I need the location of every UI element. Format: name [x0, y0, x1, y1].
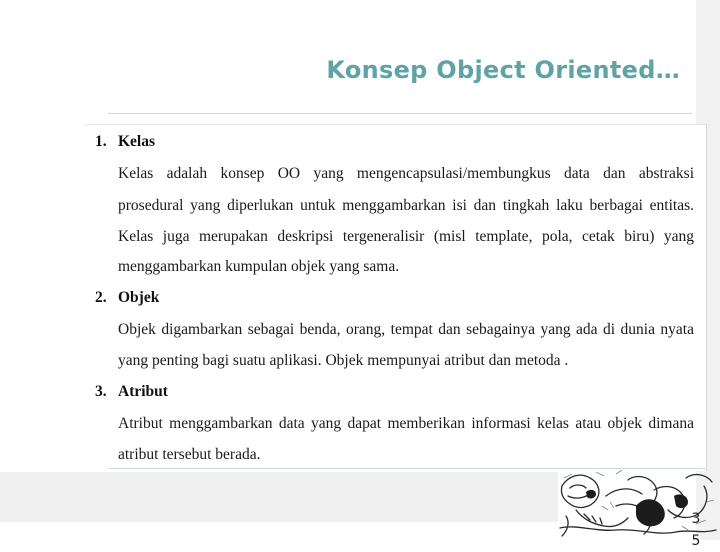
kelas-line-3: Kelas juga merupakan deskripsi tergeneralisir (misl template, pola, cetak biru) yang — [118, 228, 694, 245]
section-number: 1. — [95, 133, 107, 150]
section-number: 2. — [95, 289, 107, 306]
atribut-line-1: Atribut menggambarkan data yang dapat memberikan informasi kelas atau objek dimana — [118, 415, 694, 432]
section-title: Kelas — [118, 133, 156, 150]
page-number-digit-2: 5 — [691, 533, 701, 549]
slide-title: Konsep Object Oriented… — [326, 56, 680, 84]
section-title: Atribut — [118, 383, 168, 400]
objek-line-1: Objek digambarkan sebagai benda, orang, tempat dan sebagainya yang ada di dunia nyata — [118, 321, 694, 338]
kelas-line-1: Kelas adalah konsep OO yang mengencapsulasi/membungkus data dan abstraksi — [118, 165, 694, 182]
section-heading-kelas — [95, 133, 155, 151]
section-heading-atribut — [95, 383, 168, 401]
page-number — [686, 508, 706, 552]
section-heading-objek — [95, 289, 159, 307]
section-number: 3. — [95, 383, 107, 400]
title-divider — [108, 113, 692, 114]
objek-line-2: yang penting bagi suatu aplikasi. Objek mempunyai atribut dan metoda . — [118, 352, 569, 369]
atribut-line-2: atribut tersebut berada. — [118, 446, 261, 463]
section-title: Objek — [118, 289, 160, 306]
footer-band — [0, 472, 558, 522]
page-number-digit-1: 3 — [691, 511, 701, 527]
kelas-line-4: menggambarkan kumpulan objek yang sama. — [118, 258, 400, 275]
kelas-line-2: prosedural yang diperlukan untuk menggambarkan isi dan tingkah laku berbagai entitas. — [118, 197, 694, 214]
